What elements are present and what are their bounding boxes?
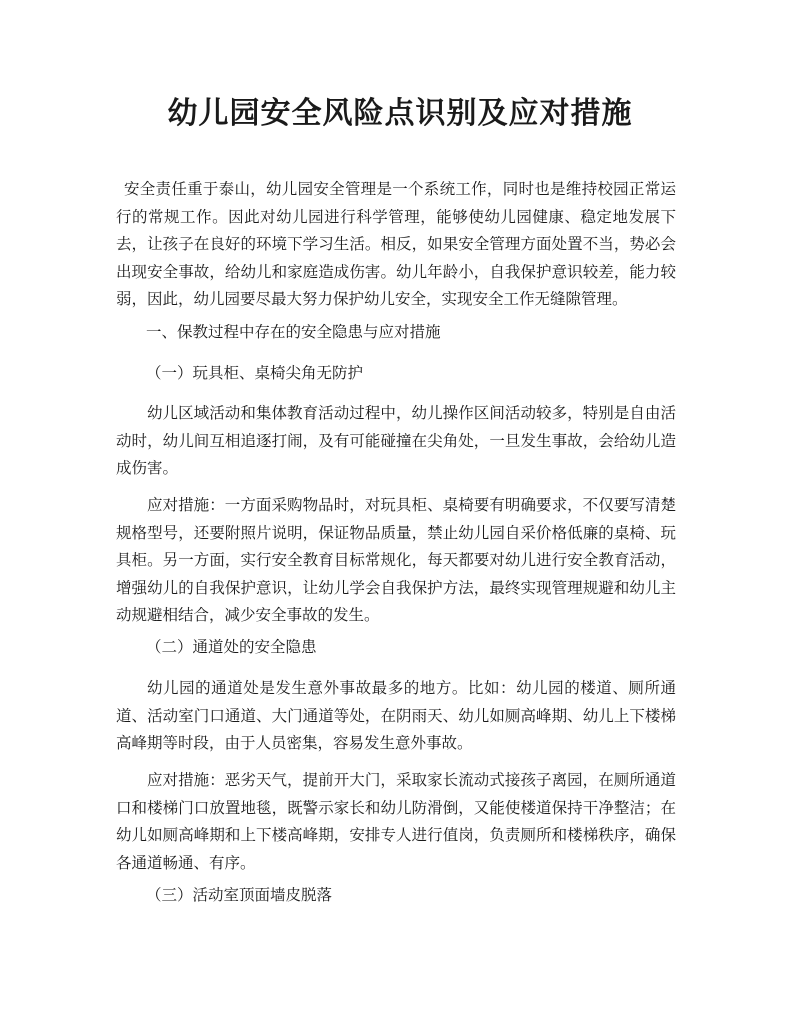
section-heading-1: 一、保教过程中存在的安全隐患与应对措施 bbox=[146, 323, 441, 341]
intro-paragraph: 安全责任重于泰山，幼儿园安全管理是一个系统工作，同时也是维持校园正常运行的常规工作。因此对幼儿园进行科学管理，能够使幼儿园健康、稳定地发展下去，让孩子在良好的环境下学习生活。相反，如果安全管理方面处置不当，势必会出现安全事故，给幼儿和家庭造成伤害。幼儿年龄小，自我保护意识较差，能力较弱，因此，幼儿园要尽最大努力保护幼儿安全，实现安全工作无缝隙管理。 bbox=[116, 180, 676, 308]
subsection-1-paragraph-2: 应对措施：一方面采购物品时，对玩具柜、桌椅要有明确要求，不仅要写清楚规格型号，还要附照片说明，保证物品质量，禁止幼儿园自采价格低廉的桌椅、玩具柜。另一方面，实行安全教育目标常规化，每天都要对幼儿进行安全教育活动，增强幼儿的自我保护意识，让幼儿学会自我保护方法，最终实现管理规避和幼儿主动规避相结合，减少安全事故的发生。 bbox=[116, 496, 676, 624]
subsection-1-paragraph-1: 幼儿区域活动和集体教育活动过程中，幼儿操作区间活动较多，特别是自由活动时，幼儿间互相追逐打闹，及有可能碰撞在尖角处，一旦发生事故，会给幼儿造成伤害。 bbox=[116, 404, 676, 477]
subsection-2-paragraph-1: 幼儿园的通道处是发生意外事故最多的地方。比如：幼儿园的楼道、厕所通道、活动室门口通道、大门通道等处，在阴雨天、幼儿如厕高峰期、幼儿上下楼梯高峰期等时段，由于人员密集，容易发生意外事故。 bbox=[116, 679, 676, 752]
subsection-heading-3: （三）活动室顶面墙皮脱落 bbox=[146, 886, 333, 904]
subsection-heading-1: （一）玩具柜、桌椅尖角无防护 bbox=[146, 364, 364, 382]
subsection-2-paragraph-2: 应对措施：恶劣天气，提前开大门，采取家长流动式接孩子离园，在厕所通道口和楼梯门口放置地毯，既警示家长和幼儿防滑倒，又能使楼道保持干净整洁；在幼儿如厕高峰期和上下楼高峰期，安排专人进行值岗，负责厕所和楼梯秩序，确保各通道畅通、有序。 bbox=[116, 771, 676, 872]
document-title: 幼儿园安全风险点识别及应对措施 bbox=[167, 96, 633, 131]
subsection-heading-2: （二）通道处的安全隐患 bbox=[146, 638, 317, 656]
